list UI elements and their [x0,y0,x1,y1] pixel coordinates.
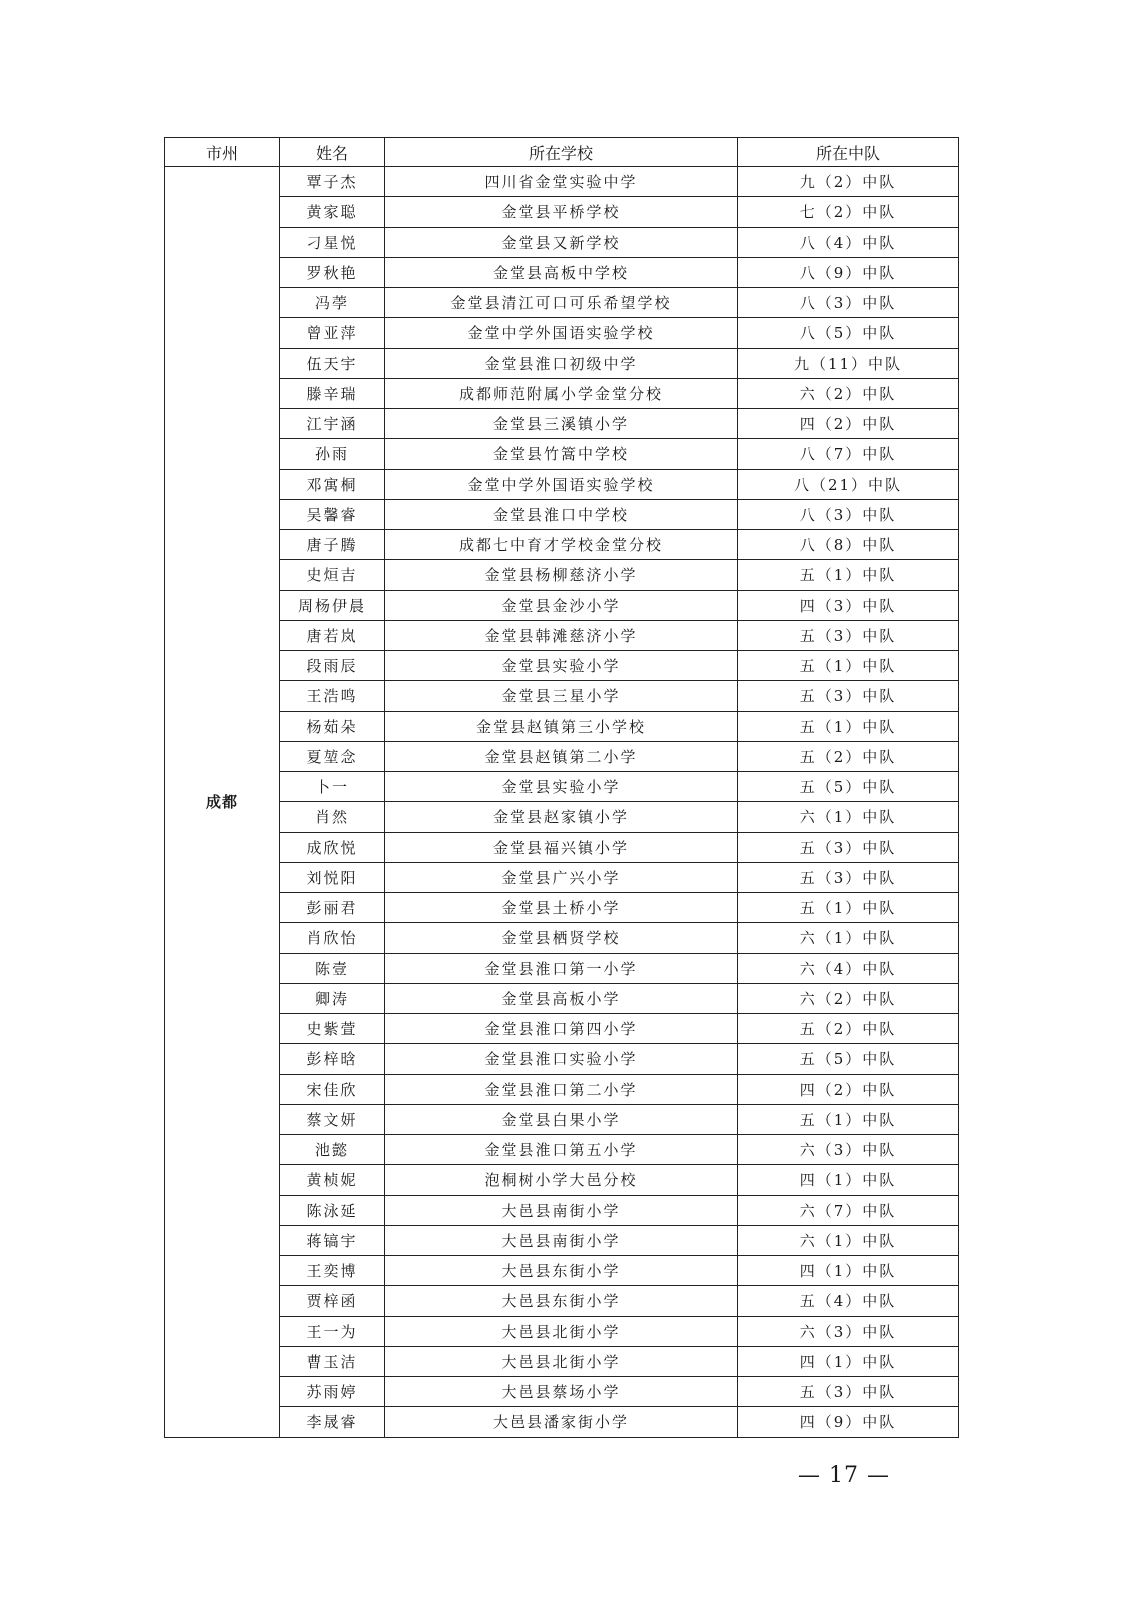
table-row [165,893,959,923]
school-cell: 金堂县土桥小学 [385,893,738,923]
school-cell: 四川省金堂实验中学 [385,167,738,197]
student-name-cell: 周杨伊晨 [280,590,385,620]
squad-cell: 四（9）中队 [738,1407,959,1437]
table-row [165,802,959,832]
squad-cell: 五（1）中队 [738,893,959,923]
student-name-cell: 史紫萱 [280,1014,385,1044]
student-name-cell: 吴馨睿 [280,499,385,529]
squad-cell: 九（2）中队 [738,167,959,197]
student-name-cell: 唐子腾 [280,530,385,560]
squad-cell: 六（1）中队 [738,923,959,953]
school-cell: 金堂县淮口中学校 [385,499,738,529]
squad-cell: 五（1）中队 [738,560,959,590]
table-row [165,257,959,287]
table-row [165,288,959,318]
student-name-cell: 肖欣怡 [280,923,385,953]
school-cell: 金堂县三星小学 [385,681,738,711]
student-name-cell: 曹玉洁 [280,1346,385,1376]
student-name-cell: 王奕博 [280,1256,385,1286]
squad-cell: 六（1）中队 [738,1225,959,1255]
school-cell: 金堂县高板小学 [385,983,738,1013]
school-cell: 金堂县竹篙中学校 [385,439,738,469]
table-row [165,227,959,257]
squad-cell: 五（3）中队 [738,620,959,650]
student-name-cell: 宋佳欣 [280,1074,385,1104]
student-name-cell: 覃子杰 [280,167,385,197]
squad-cell: 五（2）中队 [738,741,959,771]
squad-cell: 九（11）中队 [738,348,959,378]
student-name-cell: 彭丽君 [280,893,385,923]
school-cell: 金堂县高板中学校 [385,257,738,287]
school-cell: 金堂县淮口第二小学 [385,1074,738,1104]
squad-cell: 八（4）中队 [738,227,959,257]
school-cell: 金堂县白果小学 [385,1104,738,1134]
squad-cell: 八（7）中队 [738,439,959,469]
table-row [165,348,959,378]
school-cell: 大邑县东街小学 [385,1256,738,1286]
squad-cell: 六（3）中队 [738,1316,959,1346]
header-school: 所在学校 [385,138,738,167]
student-roster-table [164,137,959,1438]
header-squad: 所在中队 [738,138,959,167]
school-cell: 金堂县实验小学 [385,651,738,681]
school-cell: 金堂县赵家镇小学 [385,802,738,832]
school-cell: 金堂县平桥学校 [385,197,738,227]
squad-cell: 五（3）中队 [738,862,959,892]
student-name-cell: 杨茹朵 [280,711,385,741]
city-cell: 成都 [165,167,280,1438]
table-row [165,1225,959,1255]
table-row [165,1014,959,1044]
school-cell: 金堂县韩滩慈济小学 [385,620,738,650]
student-name-cell: 唐若岚 [280,620,385,650]
table-row [165,651,959,681]
student-name-cell: 刁星悦 [280,227,385,257]
table-row [165,167,959,197]
squad-cell: 五（1）中队 [738,1104,959,1134]
squad-cell: 八（5）中队 [738,318,959,348]
table-row [165,1407,959,1437]
student-name-cell: 王一为 [280,1316,385,1346]
school-cell: 金堂县杨柳慈济小学 [385,560,738,590]
school-cell: 成都七中育才学校金堂分校 [385,530,738,560]
squad-cell: 五（3）中队 [738,681,959,711]
school-cell: 金堂县栖贤学校 [385,923,738,953]
squad-cell: 八（9）中队 [738,257,959,287]
table-row [165,409,959,439]
squad-cell: 六（4）中队 [738,953,959,983]
squad-cell: 五（2）中队 [738,1014,959,1044]
table-row [165,923,959,953]
table-row [165,1316,959,1346]
student-name-cell: 曾亚萍 [280,318,385,348]
table-row [165,469,959,499]
table-row [165,1377,959,1407]
squad-cell: 五（4）中队 [738,1286,959,1316]
squad-cell: 四（1）中队 [738,1165,959,1195]
student-name-cell: 池懿 [280,1135,385,1165]
table-row [165,318,959,348]
table-row [165,832,959,862]
student-name-cell: 卜一 [280,772,385,802]
school-cell: 金堂县三溪镇小学 [385,409,738,439]
student-name-cell: 孙雨 [280,439,385,469]
table-row [165,1135,959,1165]
table-row [165,530,959,560]
squad-cell: 五（5）中队 [738,1044,959,1074]
table-row [165,1074,959,1104]
squad-cell: 五（3）中队 [738,1377,959,1407]
school-cell: 金堂县广兴小学 [385,862,738,892]
table-row [165,1165,959,1195]
student-name-cell: 史烜吉 [280,560,385,590]
school-cell: 成都师范附属小学金堂分校 [385,378,738,408]
student-name-cell: 肖然 [280,802,385,832]
student-name-cell: 夏堃念 [280,741,385,771]
school-cell: 金堂县淮口第四小学 [385,1014,738,1044]
school-cell: 金堂县淮口第一小学 [385,953,738,983]
page-number: — 17 — [798,1463,890,1488]
school-cell: 大邑县北街小学 [385,1346,738,1376]
student-name-cell: 伍天宇 [280,348,385,378]
squad-cell: 八（21）中队 [738,469,959,499]
school-cell: 大邑县北街小学 [385,1316,738,1346]
student-name-cell: 彭梓晗 [280,1044,385,1074]
school-cell: 金堂县淮口第五小学 [385,1135,738,1165]
squad-cell: 八（3）中队 [738,288,959,318]
student-name-cell: 李晟睿 [280,1407,385,1437]
student-name-cell: 王浩鸣 [280,681,385,711]
table-body [165,167,959,1438]
table-row [165,681,959,711]
table-row [165,439,959,469]
student-name-cell: 刘悦阳 [280,862,385,892]
header-name: 姓名 [280,138,385,167]
header-row [165,138,959,167]
school-cell: 金堂县金沙小学 [385,590,738,620]
table-row [165,1044,959,1074]
squad-cell: 五（1）中队 [738,651,959,681]
squad-cell: 五（3）中队 [738,832,959,862]
table-row [165,560,959,590]
school-cell: 金堂县清江可口可乐希望学校 [385,288,738,318]
table-row [165,953,959,983]
squad-cell: 五（1）中队 [738,711,959,741]
student-name-cell: 陈壹 [280,953,385,983]
squad-cell: 六（7）中队 [738,1195,959,1225]
student-name-cell: 苏雨婷 [280,1377,385,1407]
school-cell: 金堂县赵镇第三小学校 [385,711,738,741]
school-cell: 金堂县实验小学 [385,772,738,802]
squad-cell: 六（1）中队 [738,802,959,832]
table-row [165,1286,959,1316]
table-row [165,741,959,771]
school-cell: 大邑县南街小学 [385,1195,738,1225]
squad-cell: 六（2）中队 [738,983,959,1013]
squad-cell: 五（5）中队 [738,772,959,802]
table-row [165,862,959,892]
student-name-cell: 冯荸 [280,288,385,318]
school-cell: 金堂县赵镇第二小学 [385,741,738,771]
school-cell: 大邑县蔡场小学 [385,1377,738,1407]
student-name-cell: 蔡文妍 [280,1104,385,1134]
squad-cell: 四（3）中队 [738,590,959,620]
table-row [165,499,959,529]
school-cell: 金堂县淮口实验小学 [385,1044,738,1074]
school-cell: 大邑县东街小学 [385,1286,738,1316]
table-row [165,983,959,1013]
table-row [165,197,959,227]
school-cell: 金堂中学外国语实验学校 [385,469,738,499]
student-name-cell: 黄家聪 [280,197,385,227]
squad-cell: 八（8）中队 [738,530,959,560]
squad-cell: 六（2）中队 [738,378,959,408]
table-row [165,1346,959,1376]
student-name-cell: 卿涛 [280,983,385,1013]
school-cell: 大邑县南街小学 [385,1225,738,1255]
student-name-cell: 邓寓桐 [280,469,385,499]
student-name-cell: 蒋镐宇 [280,1225,385,1255]
table-row [165,620,959,650]
student-name-cell: 江宇涵 [280,409,385,439]
school-cell: 泡桐树小学大邑分校 [385,1165,738,1195]
squad-cell: 四（1）中队 [738,1256,959,1286]
school-cell: 金堂县又新学校 [385,227,738,257]
school-cell: 金堂县淮口初级中学 [385,348,738,378]
student-name-cell: 黄桢妮 [280,1165,385,1195]
table-row [165,1104,959,1134]
squad-cell: 四（2）中队 [738,1074,959,1104]
table-row [165,378,959,408]
squad-cell: 六（3）中队 [738,1135,959,1165]
table-row [165,590,959,620]
header-city: 市州 [165,138,280,167]
squad-cell: 八（3）中队 [738,499,959,529]
table-row [165,772,959,802]
table-row [165,1256,959,1286]
table-header [165,138,959,167]
school-cell: 金堂中学外国语实验学校 [385,318,738,348]
student-name-cell: 贾梓函 [280,1286,385,1316]
table-row [165,1195,959,1225]
student-name-cell: 段雨辰 [280,651,385,681]
school-cell: 大邑县潘家街小学 [385,1407,738,1437]
squad-cell: 四（1）中队 [738,1346,959,1376]
squad-cell: 四（2）中队 [738,409,959,439]
table-row [165,711,959,741]
student-name-cell: 滕辛瑞 [280,378,385,408]
student-name-cell: 陈泳延 [280,1195,385,1225]
student-name-cell: 罗秋艳 [280,257,385,287]
squad-cell: 七（2）中队 [738,197,959,227]
school-cell: 金堂县福兴镇小学 [385,832,738,862]
student-name-cell: 成欣悦 [280,832,385,862]
